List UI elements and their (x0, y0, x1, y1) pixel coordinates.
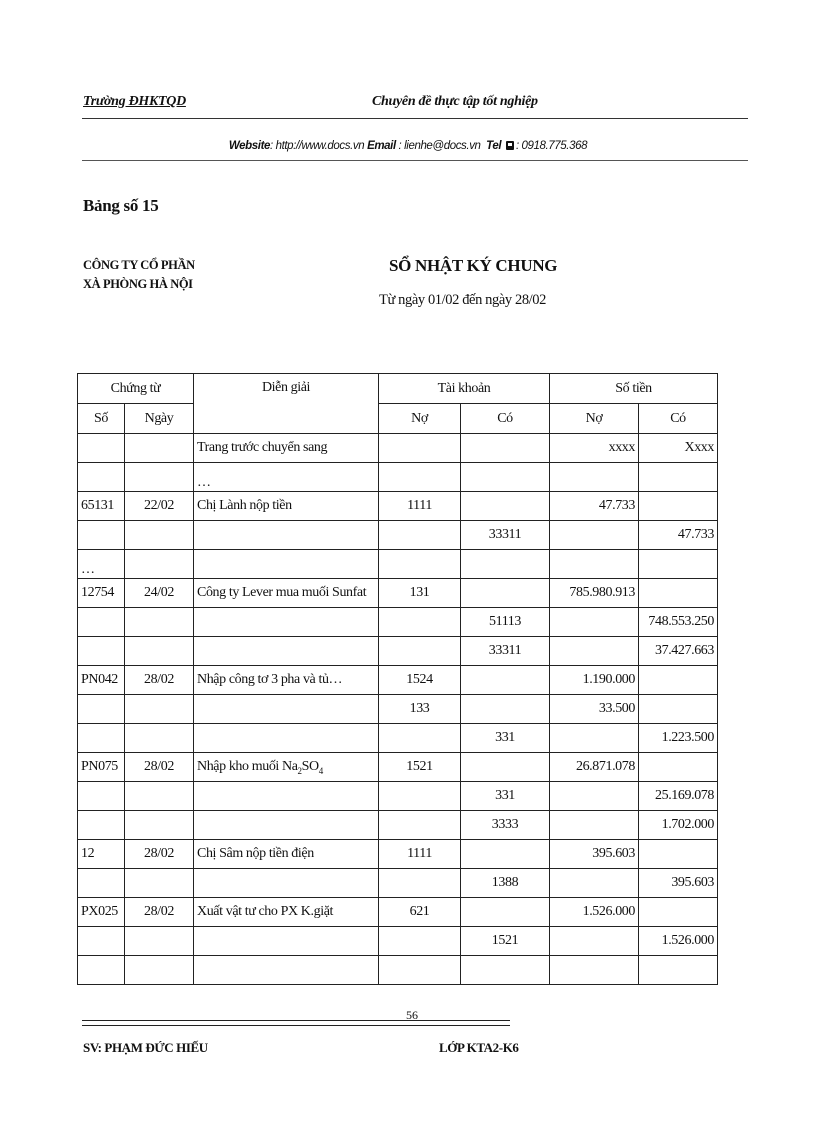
company-line-1: CÔNG TY CỔ PHẦN (83, 258, 195, 272)
table-row (78, 753, 718, 782)
col-account-credit: Có (461, 404, 550, 434)
cell-voucher-number (78, 521, 125, 550)
cell-amount-credit (639, 666, 718, 695)
footer-divider-2 (82, 1025, 510, 1026)
cell-account-credit (461, 463, 550, 492)
website-label: Website (228, 140, 270, 152)
table-row (78, 666, 718, 695)
cell-description (194, 550, 379, 579)
table-row (78, 724, 718, 753)
cell-amount-credit: 1.702.000 (639, 811, 718, 840)
cell-description (194, 869, 379, 898)
cell-account-debit (379, 811, 461, 840)
cell-account-credit: 331 (461, 724, 550, 753)
table-row (78, 782, 718, 811)
header-row-1 (78, 374, 718, 404)
tel-label: Tel (486, 140, 502, 152)
table-row (78, 550, 718, 579)
company-line-2: XÀ PHÒNG HÀ NỘI (83, 277, 193, 291)
cell-amount-credit (639, 492, 718, 521)
cell-voucher-number (78, 811, 125, 840)
cell-amount-debit (550, 637, 639, 666)
cell-account-credit: 1521 (461, 927, 550, 956)
cell-description (194, 724, 379, 753)
cell-voucher-number (78, 927, 125, 956)
cell-amount-credit: 748.553.250 (639, 608, 718, 637)
journal-table (77, 373, 718, 985)
cell-account-debit (379, 434, 461, 463)
cell-account-debit (379, 550, 461, 579)
cell-voucher-number (78, 724, 125, 753)
cell-voucher-date: 22/02 (125, 492, 194, 521)
cell-account-credit: 331 (461, 782, 550, 811)
header-row-2 (78, 404, 718, 434)
col-account-debit: Nợ (379, 404, 461, 434)
cell-amount-debit (550, 608, 639, 637)
cell-amount-credit: Xxxx (639, 434, 718, 463)
cell-voucher-number (78, 608, 125, 637)
table-row (78, 869, 718, 898)
cell-account-debit (379, 463, 461, 492)
cell-account-debit (379, 956, 461, 985)
table-row (78, 840, 718, 869)
website-value[interactable]: : http://www.docs.vn (270, 140, 365, 152)
cell-account-credit (461, 579, 550, 608)
email-label: Email (367, 140, 396, 152)
cell-voucher-date (125, 956, 194, 985)
document-period: Từ ngày 01/02 đến ngày 28/02 (379, 292, 547, 308)
subscript: 2 (297, 765, 302, 776)
table-row (78, 463, 718, 492)
cell-description: Trang trước chuyển sang (194, 434, 379, 463)
cell-account-credit (461, 550, 550, 579)
cell-voucher-date: 24/02 (125, 579, 194, 608)
cell-voucher-number (78, 782, 125, 811)
col-account: Tài khoản (379, 374, 550, 404)
company-name (83, 256, 195, 294)
cell-amount-debit: 33.500 (550, 695, 639, 724)
cell-account-credit (461, 956, 550, 985)
col-voucher: Chứng từ (78, 374, 194, 404)
table-row (78, 637, 718, 666)
col-number: Số (78, 404, 125, 434)
col-amount: Số tiền (550, 374, 718, 404)
description-text: Nhập kho muối Na (197, 758, 298, 774)
cell-amount-credit (639, 753, 718, 782)
cell-account-debit (379, 521, 461, 550)
cell-amount-credit: 1.223.500 (639, 724, 718, 753)
cell-voucher-date (125, 434, 194, 463)
cell-amount-debit (550, 463, 639, 492)
table-row (78, 434, 718, 463)
table-row (78, 608, 718, 637)
cell-account-debit (379, 724, 461, 753)
cell-amount-debit: xxxx (550, 434, 639, 463)
col-amount-credit: Có (639, 404, 718, 434)
footer-divider (82, 1020, 510, 1021)
cell-description: … (194, 463, 379, 492)
cell-description (194, 695, 379, 724)
cell-amount-credit: 1.526.000 (639, 927, 718, 956)
cell-amount-debit: 1.190.000 (550, 666, 639, 695)
subscript: 4 (318, 765, 323, 776)
cell-amount-debit (550, 550, 639, 579)
cell-amount-debit: 26.871.078 (550, 753, 639, 782)
cell-voucher-number: PX025 (78, 898, 125, 927)
cell-description (194, 637, 379, 666)
footer-student: SV: PHẠM ĐỨC HIẾU (83, 1040, 208, 1055)
table-row (78, 811, 718, 840)
document-title: SỔ NHẬT KÝ CHUNG (389, 256, 558, 275)
cell-amount-credit (639, 463, 718, 492)
cell-account-credit (461, 840, 550, 869)
cell-account-debit (379, 869, 461, 898)
cell-description: Chị Lành nộp tiền (194, 492, 379, 521)
cell-voucher-date: 28/02 (125, 840, 194, 869)
cell-voucher-date (125, 695, 194, 724)
cell-description (194, 608, 379, 637)
cell-amount-debit (550, 956, 639, 985)
cell-voucher-date (125, 637, 194, 666)
cell-description (194, 782, 379, 811)
cell-amount-credit: 25.169.078 (639, 782, 718, 811)
cell-account-credit: 51113 (461, 608, 550, 637)
cell-description (194, 811, 379, 840)
cell-account-debit: 1521 (379, 753, 461, 782)
cell-voucher-date: 28/02 (125, 666, 194, 695)
cell-amount-credit: 47.733 (639, 521, 718, 550)
cell-voucher-date (125, 463, 194, 492)
col-date: Ngày (125, 404, 194, 434)
cell-account-debit: 133 (379, 695, 461, 724)
cell-description: Nhập công tơ 3 pha và tủ… (194, 666, 379, 695)
cell-voucher-number: … (78, 550, 125, 579)
email-value[interactable]: : lienhe@docs.vn (398, 140, 481, 152)
table-row (78, 927, 718, 956)
cell-description (194, 927, 379, 956)
cell-description (194, 521, 379, 550)
cell-voucher-number (78, 956, 125, 985)
cell-voucher-number (78, 434, 125, 463)
cell-voucher-date (125, 811, 194, 840)
header-topic: Chuyên đề thực tập tốt nghiệp (372, 94, 538, 109)
cell-voucher-number: 65131 (78, 492, 125, 521)
cell-description: Chị Sâm nộp tiền điện (194, 840, 379, 869)
cell-account-credit (461, 898, 550, 927)
cell-account-debit: 621 (379, 898, 461, 927)
cell-description: Xuất vật tư cho PX K.giặt (194, 898, 379, 927)
cell-amount-credit (639, 579, 718, 608)
cell-voucher-number: 12754 (78, 579, 125, 608)
cell-voucher-date (125, 869, 194, 898)
cell-voucher-date (125, 521, 194, 550)
cell-account-credit: 3333 (461, 811, 550, 840)
table-row (78, 695, 718, 724)
description-text: SO (301, 758, 319, 774)
cell-amount-debit: 395.603 (550, 840, 639, 869)
cell-account-debit (379, 782, 461, 811)
cell-voucher-date (125, 608, 194, 637)
cell-voucher-date (125, 782, 194, 811)
cell-voucher-number: PN075 (78, 753, 125, 782)
page-number: 56 (406, 1008, 418, 1022)
header-divider-2 (82, 160, 748, 161)
cell-amount-credit: 395.603 (639, 869, 718, 898)
cell-account-credit (461, 492, 550, 521)
cell-account-credit (461, 695, 550, 724)
cell-voucher-date: 28/02 (125, 753, 194, 782)
table-number: Bảng số 15 (83, 196, 159, 215)
cell-amount-debit (550, 927, 639, 956)
cell-voucher-number: PN042 (78, 666, 125, 695)
cell-description (194, 956, 379, 985)
header-contact (0, 140, 816, 152)
cell-account-debit (379, 637, 461, 666)
table-row (78, 521, 718, 550)
cell-voucher-number (78, 869, 125, 898)
cell-amount-debit: 1.526.000 (550, 898, 639, 927)
header-school: Trường ĐHKTQD (83, 94, 186, 109)
col-description: Diễn giải (194, 374, 379, 434)
cell-account-debit (379, 608, 461, 637)
cell-voucher-number (78, 637, 125, 666)
cell-amount-debit (550, 521, 639, 550)
cell-account-credit: 33311 (461, 637, 550, 666)
cell-voucher-date: 28/02 (125, 898, 194, 927)
cell-amount-debit: 47.733 (550, 492, 639, 521)
cell-amount-debit (550, 811, 639, 840)
table-row (78, 579, 718, 608)
cell-voucher-date (125, 927, 194, 956)
cell-amount-credit (639, 956, 718, 985)
cell-voucher-number (78, 695, 125, 724)
cell-amount-credit (639, 695, 718, 724)
cell-voucher-date (125, 550, 194, 579)
phone-icon (506, 141, 514, 150)
cell-account-debit: 1111 (379, 840, 461, 869)
table-row (78, 492, 718, 521)
cell-amount-debit (550, 724, 639, 753)
header-divider (82, 118, 748, 119)
col-amount-debit: Nợ (550, 404, 639, 434)
cell-account-debit: 131 (379, 579, 461, 608)
tel-value: : 0918.775.368 (515, 140, 588, 152)
cell-amount-debit (550, 869, 639, 898)
cell-amount-credit (639, 898, 718, 927)
cell-description (194, 753, 379, 782)
table-row (78, 898, 718, 927)
cell-account-debit: 1111 (379, 492, 461, 521)
cell-amount-credit: 37.427.663 (639, 637, 718, 666)
cell-account-credit: 33311 (461, 521, 550, 550)
cell-amount-credit (639, 550, 718, 579)
cell-account-debit: 1524 (379, 666, 461, 695)
cell-account-credit: 1388 (461, 869, 550, 898)
cell-account-credit (461, 434, 550, 463)
footer-class: LỚP KTA2-K6 (439, 1040, 519, 1055)
table-row (78, 956, 718, 985)
cell-amount-credit (639, 840, 718, 869)
cell-amount-debit (550, 782, 639, 811)
cell-account-credit (461, 753, 550, 782)
cell-account-debit (379, 927, 461, 956)
cell-voucher-date (125, 724, 194, 753)
cell-voucher-number (78, 463, 125, 492)
cell-amount-debit: 785.980.913 (550, 579, 639, 608)
cell-description: Công ty Lever mua muối Sunfat (194, 579, 379, 608)
cell-voucher-number: 12 (78, 840, 125, 869)
cell-account-credit (461, 666, 550, 695)
